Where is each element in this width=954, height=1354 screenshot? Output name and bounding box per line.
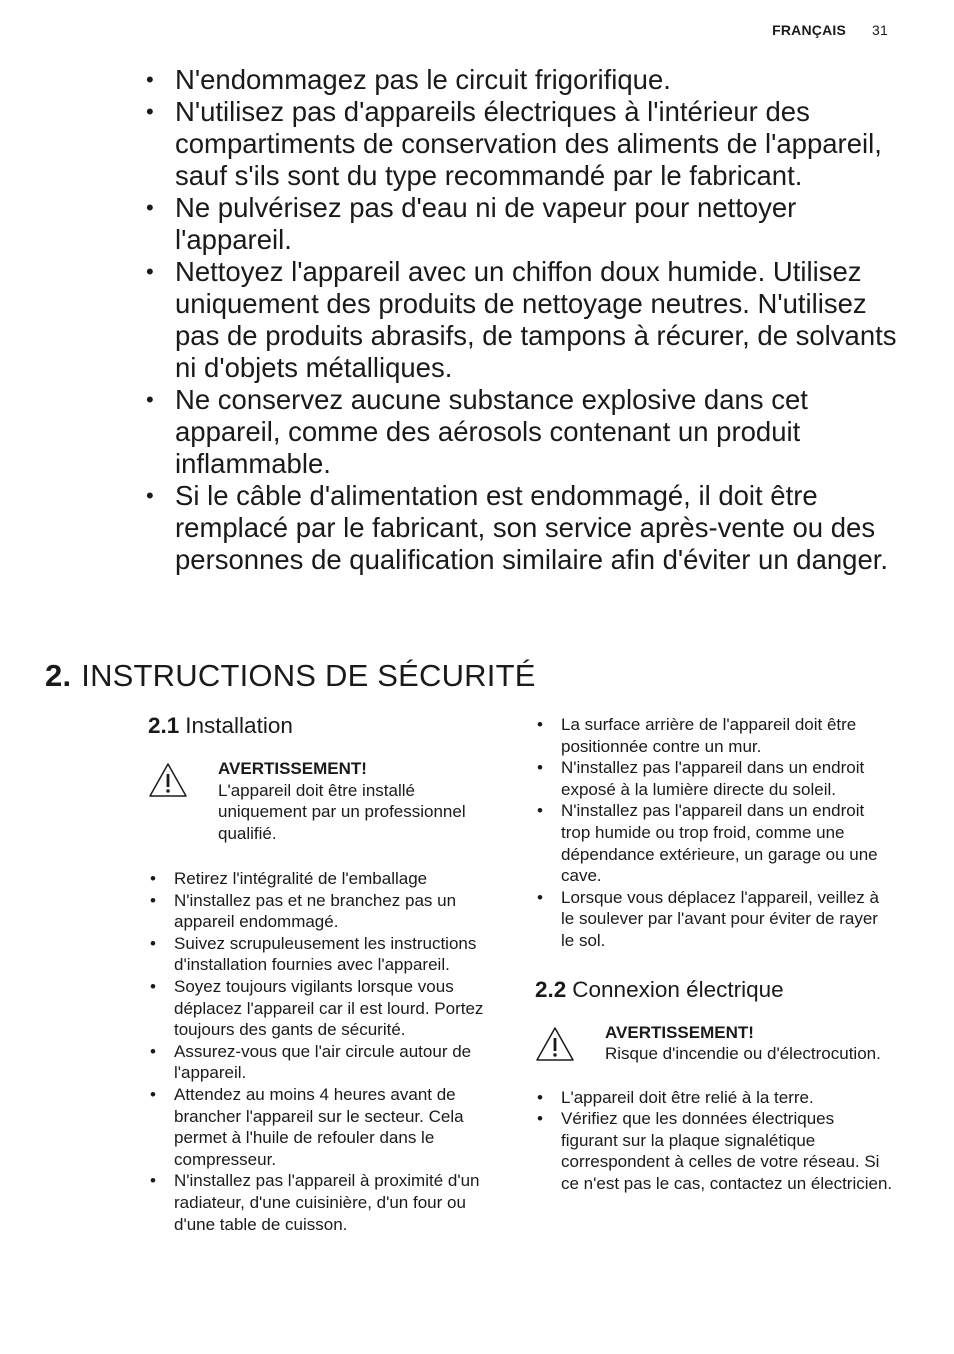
electrical-list bbox=[535, 1087, 895, 1195]
header-language: FRANÇAIS bbox=[772, 22, 847, 38]
list-item: • Suivez scrupuleusement les instructions d'installation fournies avec l'appareil. bbox=[148, 933, 508, 976]
warning-triangle-icon bbox=[148, 758, 218, 844]
section-title-text: INSTRUCTIONS DE SÉCURITÉ bbox=[81, 658, 536, 693]
installation-list-continued bbox=[535, 714, 895, 952]
list-item: • Soyez toujours vigilants lorsque vous déplacez l'appareil car il est lourd. Portez toujours des gants de sécurité. bbox=[148, 976, 508, 1041]
list-item: • Retirez l'intégralité de l'emballage bbox=[148, 868, 508, 890]
right-column bbox=[535, 714, 895, 1195]
electrical-number: 2.2 bbox=[535, 976, 567, 1002]
list-item: • N'utilisez pas d'appareils électriques à l'intérieur des compartiments de conservation des aliments de l'appareil, sauf s'ils sont du type recommandé par le fabricant. bbox=[140, 96, 900, 192]
installation-list bbox=[148, 868, 508, 1235]
list-item: • La surface arrière de l'appareil doit être positionnée contre un mur. bbox=[535, 714, 895, 757]
section-number: 2. bbox=[45, 658, 72, 693]
electrical-warning bbox=[535, 1022, 895, 1067]
list-item: • Nettoyez l'appareil avec un chiffon doux humide. Utilisez uniquement des produits de nettoyage neutres. N'utilisez pas de produits abrasifs, de tampons à récurer, de solvants ni d'objets métalliques. bbox=[140, 256, 900, 384]
section-title bbox=[45, 656, 536, 696]
installation-number: 2.1 bbox=[148, 713, 180, 738]
warning-title: AVERTISSEMENT! bbox=[605, 1022, 754, 1042]
installation-heading bbox=[148, 710, 508, 742]
list-item: • N'endommagez pas le circuit frigorifique. bbox=[140, 64, 900, 96]
list-item: • Lorsque vous déplacez l'appareil, veillez à le soulever par l'avant pour éviter de rayer le sol. bbox=[535, 887, 895, 952]
intro-list bbox=[140, 64, 900, 576]
list-item: • L'appareil doit être relié à la terre. bbox=[535, 1087, 895, 1109]
list-item: • Ne pulvérisez pas d'eau ni de vapeur pour nettoyer l'appareil. bbox=[140, 192, 900, 256]
list-item: • N'installez pas et ne branchez pas un appareil endommagé. bbox=[148, 890, 508, 933]
list-item: • Ne conservez aucune substance explosive dans cet appareil, comme des aérosols contenant un produit inflammable. bbox=[140, 384, 900, 480]
left-column bbox=[148, 710, 508, 1235]
list-item: • N'installez pas l'appareil à proximité d'un radiateur, d'une cuisinière, d'un four ou d'une table de cuisson. bbox=[148, 1170, 508, 1235]
warning-triangle-icon bbox=[535, 1022, 605, 1067]
page-header bbox=[772, 22, 888, 38]
list-item: • N'installez pas l'appareil dans un endroit trop humide ou trop froid, comme une dépendance extérieure, un garage ou une cave. bbox=[535, 800, 895, 886]
electrical-heading bbox=[535, 974, 895, 1006]
installation-title: Installation bbox=[185, 713, 293, 738]
list-item: • Vérifiez que les données électriques figurant sur la plaque signalétique correspondent à celles de votre réseau. Si ce n'est pas le cas, contactez un électricien. bbox=[535, 1108, 895, 1194]
warning-text: L'appareil doit être installé uniquement par un professionnel qualifié. bbox=[218, 780, 466, 843]
warning-title: AVERTISSEMENT! bbox=[218, 759, 367, 778]
list-item: • Si le câble d'alimentation est endommagé, il doit être remplacé par le fabricant, son service après-vente ou des personnes de qualification similaire afin d'éviter un danger. bbox=[140, 480, 900, 576]
page-number: 31 bbox=[872, 22, 888, 38]
list-item: • N'installez pas l'appareil dans un endroit exposé à la lumière directe du soleil. bbox=[535, 757, 895, 800]
list-item: • Assurez-vous que l'air circule autour de l'appareil. bbox=[148, 1041, 508, 1084]
electrical-title: Connexion électrique bbox=[572, 976, 784, 1002]
warning-text: Risque d'incendie ou d'électrocution. bbox=[605, 1044, 881, 1064]
installation-warning bbox=[148, 758, 508, 844]
list-item: • Attendez au moins 4 heures avant de brancher l'appareil sur le secteur. Cela permet à l'huile de refouler dans le compresseur. bbox=[148, 1084, 508, 1170]
